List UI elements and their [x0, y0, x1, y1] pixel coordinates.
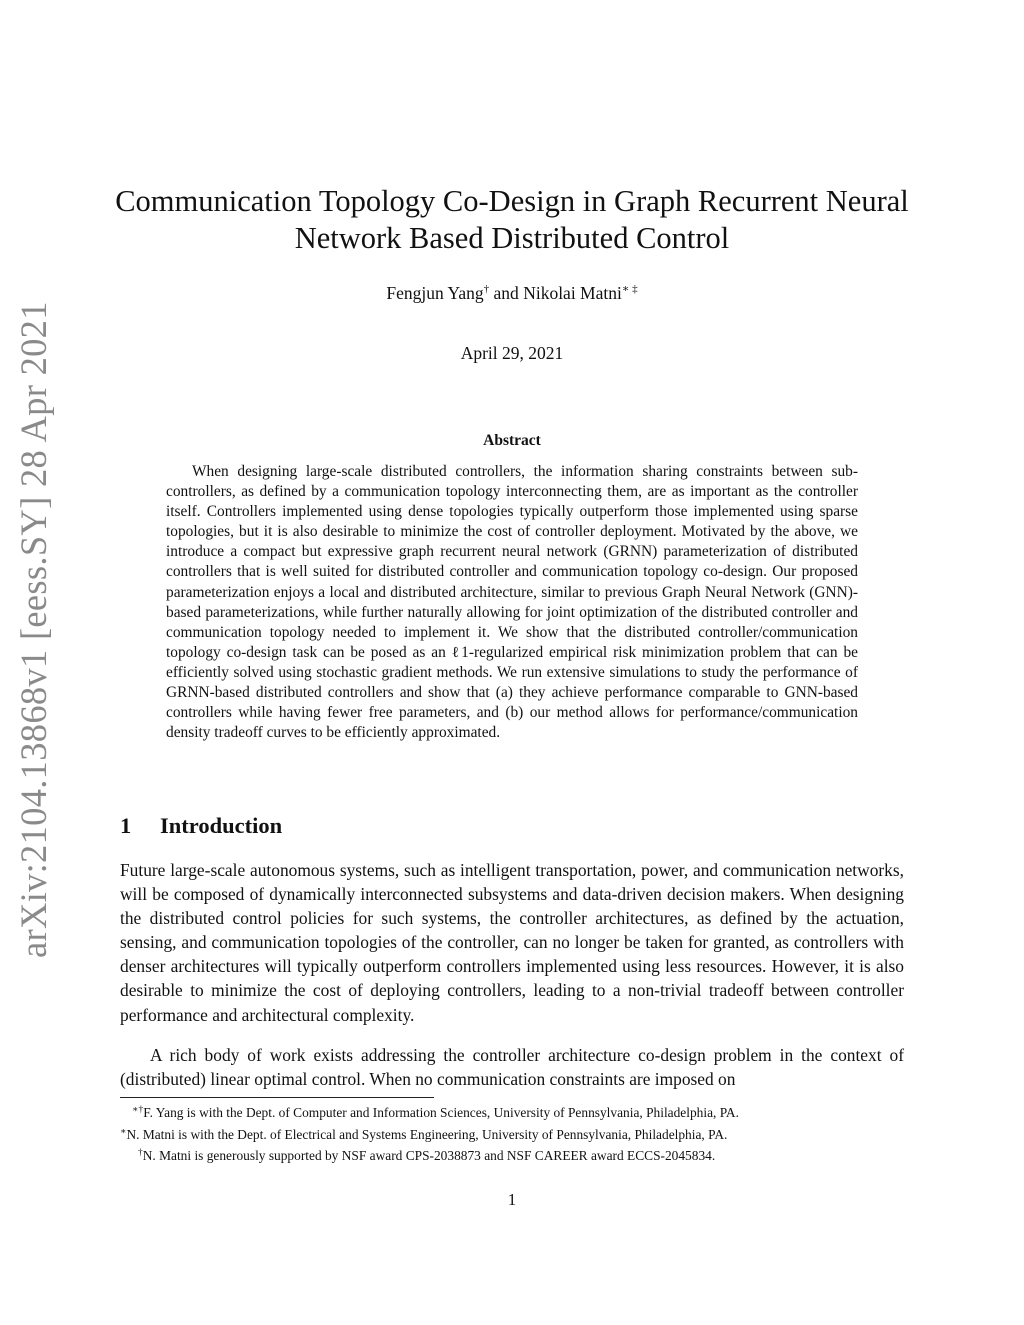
footnote-text: N. Matni is generously supported by NSF award CPS-2038873 and NSF CAREER award ECCS-2045834. — [142, 1148, 716, 1163]
footnote-mark: † — [483, 283, 490, 295]
paper-title: Communication Topology Co-Design in Graph Recurrent Neural Network Based Distributed Control — [115, 184, 909, 255]
footnote-mark: ∗ — [120, 1126, 127, 1137]
arxiv-identifier: arXiv:2104.13868v1 [eess.SY] 28 Apr 2021 — [13, 301, 54, 958]
author-line — [100, 282, 924, 304]
section-title: Introduction — [160, 813, 283, 838]
section-number: 1 — [120, 813, 132, 838]
footnote — [120, 1123, 920, 1145]
author-name: Nikolai Matni — [523, 283, 622, 303]
body-paragraph: Future large-scale autonomous systems, such as intelligent transportation, power, and communication networks, will be composed of dynamically interconnected subsystems and data-driven decision makers. When designing the distributed control policies for such systems, the controller architectures, as defined by the actuation, sensing, and communication topologies of the controller, can no longer be taken for granted, as controllers with denser architectures will typically outperform controllers implemented using less resources. However, it is also desirable to minimize the cost of deploying controllers, leading to a non-trivial tradeoff between controller performance and architectural complexity. — [120, 860, 904, 1025]
abstract-heading: Abstract — [483, 432, 541, 449]
footnote — [120, 1144, 920, 1166]
abstract-text: When designing large-scale distributed controllers, the information sharing constraints between sub-controllers, as defined by a communication topology interconnecting them, are as important as the controller itself. Controllers implemented using dense topologies typically outperform those implemented using sparse topologies, but it is also desirable to minimize the cost of controller deployment. Motivated by the above, we introduce a compact but expressive graph recurrent neural network (GRNN) parameterization of distributed controllers that is well suited for distributed controller and communication topology co-design. Our proposed parameterization enjoys a local and distributed architecture, similar to previous Graph Neural Network (GNN)-based parameterizations, while further naturally allowing for joint optimization of the distributed controller and communication topology needed to implement it. We show that the distributed controller/communication topology co-design task can be posed as an ℓ1-regularized empirical risk minimization problem that can be efficiently solved using stochastic gradient methods. We run extensive simulations to study the performance of GRNN-based distributed controllers and show that (a) they achieve performance comparable to GNN-based controllers while having fewer free parameters, and (b) our method allows for performance/communication density tradeoff curves to be efficiently approximated. — [166, 463, 858, 742]
paper-date: April 29, 2021 — [460, 343, 564, 363]
footnote-text: F. Yang is with the Dept. of Computer and Information Sciences, University of Pennsylvania, Philadelphia, PA. — [143, 1105, 739, 1120]
author-conjunction: and — [489, 283, 524, 303]
body-paragraph: A rich body of work exists addressing the controller architecture co-design problem in the context of (distributed) linear optimal control. When no communication constraints are imposed on — [120, 1045, 904, 1090]
footnotes — [120, 1101, 920, 1166]
footnote-text: N. Matni is with the Dept. of Electrical and Systems Engineering, University of Pennsylvania, Philadelphia, PA. — [126, 1126, 728, 1142]
section-heading — [120, 813, 282, 839]
page-number: 1 — [507, 1190, 517, 1209]
footnote-mark: ∗ ‡ — [621, 283, 638, 295]
footnote — [120, 1101, 920, 1123]
footnote-mark: ∗† — [132, 1105, 144, 1115]
author-name: Fengjun Yang — [386, 283, 484, 303]
footnote-divider — [120, 1097, 434, 1098]
footnote-mark: † — [138, 1148, 143, 1158]
